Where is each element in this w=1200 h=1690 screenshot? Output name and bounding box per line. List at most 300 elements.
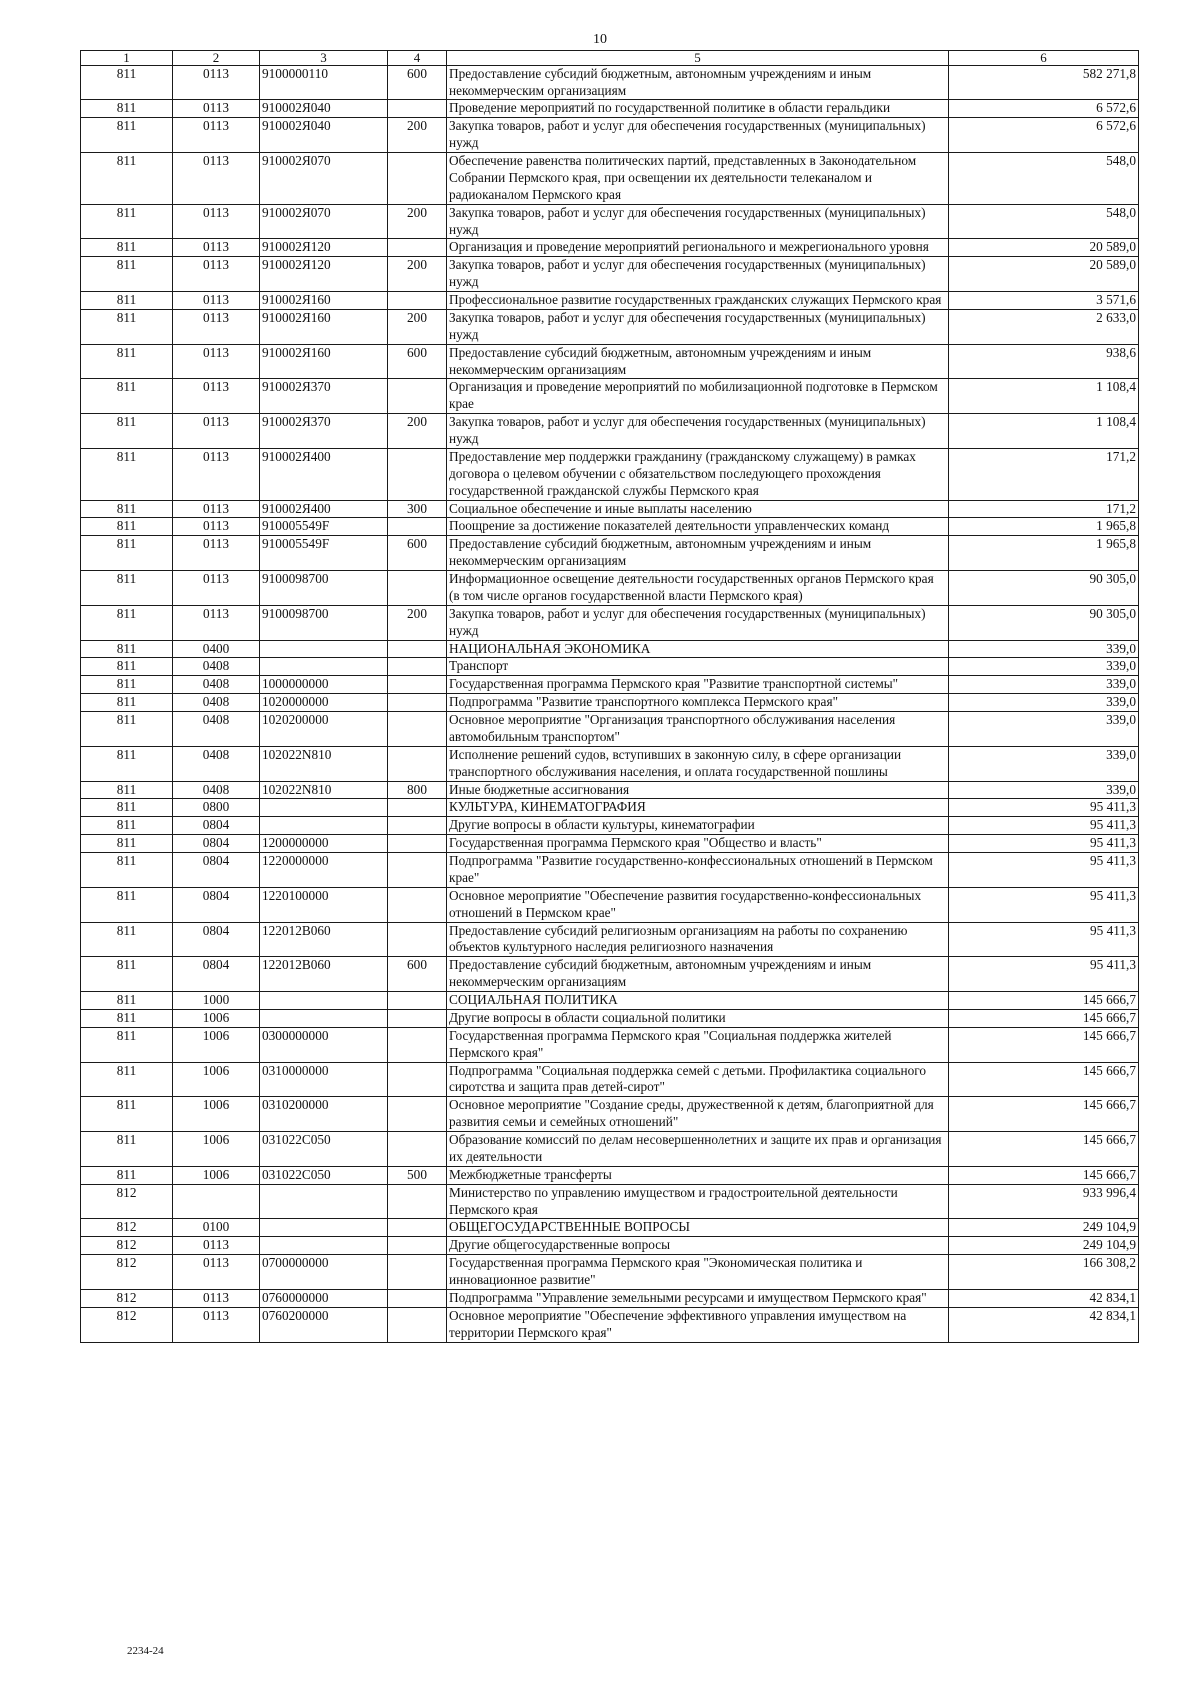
amount-cell: 20 589,0	[949, 239, 1139, 257]
amount-cell: 95 411,3	[949, 887, 1139, 922]
amount-cell: 95 411,3	[949, 922, 1139, 957]
name-cell: Основное мероприятие "Организация транспортного обслуживания населения автомобильным транспортом"	[447, 712, 949, 747]
section-code-cell: 0804	[173, 887, 260, 922]
amount-cell: 1 965,8	[949, 536, 1139, 571]
table-header-row	[81, 51, 1139, 66]
gr-code-cell: 811	[81, 746, 173, 781]
expense-type-cell: 200	[388, 309, 447, 344]
section-code-cell: 0408	[173, 676, 260, 694]
amount-cell: 339,0	[949, 640, 1139, 658]
table-row	[81, 536, 1139, 571]
gr-code-cell: 811	[81, 448, 173, 500]
gr-code-cell: 811	[81, 992, 173, 1010]
amount-cell: 1 108,4	[949, 414, 1139, 449]
col-header-3: 3	[260, 51, 388, 66]
name-cell: Подпрограмма "Развитие транспортного комплекса Пермского края"	[447, 694, 949, 712]
amount-cell: 145 666,7	[949, 1009, 1139, 1027]
expense-type-cell: 600	[388, 65, 447, 100]
gr-code-cell: 811	[81, 309, 173, 344]
target-article-cell: 122012B060	[260, 957, 388, 992]
amount-cell: 95 411,3	[949, 799, 1139, 817]
name-cell: Государственная программа Пермского края "Развитие транспортной системы"	[447, 676, 949, 694]
table-row	[81, 694, 1139, 712]
expense-type-cell: 200	[388, 414, 447, 449]
amount-cell: 339,0	[949, 746, 1139, 781]
amount-cell: 42 834,1	[949, 1307, 1139, 1342]
expense-type-cell	[388, 817, 447, 835]
name-cell: Основное мероприятие "Обеспечение эффективного управления имуществом на территории Пермского края"	[447, 1307, 949, 1342]
expense-type-cell: 300	[388, 500, 447, 518]
section-code-cell: 0804	[173, 853, 260, 888]
amount-cell: 145 666,7	[949, 1097, 1139, 1132]
section-code-cell: 0113	[173, 518, 260, 536]
document-code: 2234-24	[127, 1645, 164, 1657]
amount-cell: 145 666,7	[949, 1166, 1139, 1184]
amount-cell: 145 666,7	[949, 992, 1139, 1010]
expense-type-cell	[388, 1307, 447, 1342]
table-row	[81, 239, 1139, 257]
target-article-cell: 102022N810	[260, 781, 388, 799]
target-article-cell: 910005549F	[260, 518, 388, 536]
name-cell: Основное мероприятие "Обеспечение развития государственно-конфессиональных отношений в Пермском крае"	[447, 887, 949, 922]
gr-code-cell: 812	[81, 1255, 173, 1290]
amount-cell: 339,0	[949, 781, 1139, 799]
table-row	[81, 448, 1139, 500]
amount-cell: 95 411,3	[949, 853, 1139, 888]
name-cell: Образование комиссий по делам несовершеннолетних и защите их прав и организация их деятельности	[447, 1132, 949, 1167]
table-row	[81, 1237, 1139, 1255]
col-header-5: 5	[447, 51, 949, 66]
section-code-cell: 0400	[173, 640, 260, 658]
name-cell: Межбюджетные трансферты	[447, 1166, 949, 1184]
expense-type-cell: 200	[388, 118, 447, 153]
name-cell: Закупка товаров, работ и услуг для обеспечения государственных (муниципальных) нужд	[447, 605, 949, 640]
expense-type-cell	[388, 712, 447, 747]
target-article-cell	[260, 1219, 388, 1237]
table-row	[81, 1289, 1139, 1307]
amount-cell: 249 104,9	[949, 1219, 1139, 1237]
expense-type-cell: 500	[388, 1166, 447, 1184]
amount-cell: 95 411,3	[949, 835, 1139, 853]
name-cell: Закупка товаров, работ и услуг для обеспечения государственных (муниципальных) нужд	[447, 414, 949, 449]
target-article-cell: 910002Я120	[260, 257, 388, 292]
table-row	[81, 309, 1139, 344]
amount-cell: 339,0	[949, 658, 1139, 676]
target-article-cell: 1220000000	[260, 853, 388, 888]
expense-type-cell	[388, 992, 447, 1010]
amount-cell: 339,0	[949, 694, 1139, 712]
expense-type-cell	[388, 379, 447, 414]
target-article-cell: 1200000000	[260, 835, 388, 853]
section-code-cell: 0113	[173, 239, 260, 257]
amount-cell: 90 305,0	[949, 571, 1139, 606]
gr-code-cell: 811	[81, 694, 173, 712]
target-article-cell: 0760000000	[260, 1289, 388, 1307]
table-row	[81, 153, 1139, 205]
table-row	[81, 257, 1139, 292]
table-row	[81, 1184, 1139, 1219]
table-row	[81, 922, 1139, 957]
gr-code-cell: 811	[81, 1097, 173, 1132]
amount-cell: 145 666,7	[949, 1132, 1139, 1167]
section-code-cell: 0113	[173, 292, 260, 310]
gr-code-cell: 811	[81, 817, 173, 835]
section-code-cell: 0408	[173, 746, 260, 781]
expense-type-cell	[388, 658, 447, 676]
amount-cell: 6 572,6	[949, 118, 1139, 153]
section-code-cell: 0804	[173, 957, 260, 992]
gr-code-cell: 811	[81, 100, 173, 118]
name-cell: НАЦИОНАЛЬНАЯ ЭКОНОМИКА	[447, 640, 949, 658]
target-article-cell: 910002Я400	[260, 448, 388, 500]
gr-code-cell: 811	[81, 712, 173, 747]
gr-code-cell: 811	[81, 605, 173, 640]
name-cell: КУЛЬТУРА, КИНЕМАТОГРАФИЯ	[447, 799, 949, 817]
name-cell: Предоставление субсидий религиозным организациям на работы по сохранению объектов культурного наследия религиозного назначения	[447, 922, 949, 957]
amount-cell: 3 571,6	[949, 292, 1139, 310]
target-article-cell: 910002Я070	[260, 153, 388, 205]
section-code-cell: 0113	[173, 605, 260, 640]
name-cell: Другие общегосударственные вопросы	[447, 1237, 949, 1255]
gr-code-cell: 811	[81, 153, 173, 205]
gr-code-cell: 811	[81, 887, 173, 922]
expense-type-cell	[388, 746, 447, 781]
name-cell: Государственная программа Пермского края "Экономическая политика и инновационное развитие"	[447, 1255, 949, 1290]
expense-type-cell	[388, 1027, 447, 1062]
expense-type-cell	[388, 1132, 447, 1167]
section-code-cell: 0408	[173, 658, 260, 676]
target-article-cell: 1220100000	[260, 887, 388, 922]
name-cell: Информационное освещение деятельности государственных органов Пермского края (в том числе органов государственной власти Пермского края)	[447, 571, 949, 606]
amount-cell: 42 834,1	[949, 1289, 1139, 1307]
name-cell: Государственная программа Пермского края "Общество и власть"	[447, 835, 949, 853]
section-code-cell: 1006	[173, 1132, 260, 1167]
name-cell: Другие вопросы в области социальной политики	[447, 1009, 949, 1027]
target-article-cell: 122012B060	[260, 922, 388, 957]
gr-code-cell: 811	[81, 379, 173, 414]
table-row	[81, 204, 1139, 239]
section-code-cell: 0113	[173, 204, 260, 239]
amount-cell: 145 666,7	[949, 1062, 1139, 1097]
amount-cell: 95 411,3	[949, 817, 1139, 835]
target-article-cell: 910002Я370	[260, 414, 388, 449]
table-row	[81, 1062, 1139, 1097]
amount-cell: 339,0	[949, 712, 1139, 747]
target-article-cell: 910002Я370	[260, 379, 388, 414]
gr-code-cell: 811	[81, 658, 173, 676]
section-code-cell: 0113	[173, 1307, 260, 1342]
target-article-cell	[260, 992, 388, 1010]
target-article-cell: 0760200000	[260, 1307, 388, 1342]
expense-type-cell	[388, 100, 447, 118]
section-code-cell: 0113	[173, 536, 260, 571]
expense-type-cell: 800	[388, 781, 447, 799]
table-row	[81, 1009, 1139, 1027]
table-row	[81, 518, 1139, 536]
amount-cell: 95 411,3	[949, 957, 1139, 992]
section-code-cell: 0113	[173, 153, 260, 205]
name-cell: Исполнение решений судов, вступивших в законную силу, в сфере организации транспортного обслуживания населения, и оплата государственной пошлины	[447, 746, 949, 781]
section-code-cell: 1006	[173, 1097, 260, 1132]
amount-cell: 249 104,9	[949, 1237, 1139, 1255]
amount-cell: 582 271,8	[949, 65, 1139, 100]
section-code-cell: 0804	[173, 817, 260, 835]
name-cell: Предоставление мер поддержки гражданину (гражданскому служащему) в рамках договора о целевом обучении с обязательством последующего прохождения государственной гражданской службы Пермского края	[447, 448, 949, 500]
gr-code-cell: 811	[81, 414, 173, 449]
expense-type-cell	[388, 676, 447, 694]
target-article-cell: 910002Я400	[260, 500, 388, 518]
name-cell: Закупка товаров, работ и услуг для обеспечения государственных (муниципальных) нужд	[447, 257, 949, 292]
table-row	[81, 414, 1139, 449]
expense-type-cell	[388, 1255, 447, 1290]
name-cell: Проведение мероприятий по государственной политике в области геральдики	[447, 100, 949, 118]
target-article-cell: 910002Я040	[260, 100, 388, 118]
gr-code-cell: 811	[81, 640, 173, 658]
name-cell: Социальное обеспечение и иные выплаты населению	[447, 500, 949, 518]
name-cell: Подпрограмма "Развитие государственно-конфессиональных отношений в Пермском крае"	[447, 853, 949, 888]
name-cell: Закупка товаров, работ и услуг для обеспечения государственных (муниципальных) нужд	[447, 204, 949, 239]
name-cell: Транспорт	[447, 658, 949, 676]
gr-code-cell: 812	[81, 1219, 173, 1237]
target-article-cell	[260, 1184, 388, 1219]
name-cell: Министерство по управлению имуществом и градостроительной деятельности Пермского края	[447, 1184, 949, 1219]
expense-type-cell	[388, 1097, 447, 1132]
target-article-cell: 9100098700	[260, 605, 388, 640]
target-article-cell: 910002Я160	[260, 309, 388, 344]
name-cell: Другие вопросы в области культуры, кинематографии	[447, 817, 949, 835]
name-cell: Организация и проведение мероприятий по мобилизационной подготовке в Пермском крае	[447, 379, 949, 414]
gr-code-cell: 811	[81, 1166, 173, 1184]
amount-cell: 1 108,4	[949, 379, 1139, 414]
name-cell: Предоставление субсидий бюджетным, автономным учреждениям и иным некоммерческим организациям	[447, 344, 949, 379]
expense-type-cell	[388, 694, 447, 712]
gr-code-cell: 811	[81, 1027, 173, 1062]
name-cell: Организация и проведение мероприятий регионального и межрегионального уровня	[447, 239, 949, 257]
gr-code-cell: 811	[81, 65, 173, 100]
target-article-cell: 031022C050	[260, 1132, 388, 1167]
table-row	[81, 1027, 1139, 1062]
name-cell: Обеспечение равенства политических партий, представленных в Законодательном Собрании Пермского края, при освещении их деятельности телеканалом и радиоканалом Пермского края	[447, 153, 949, 205]
table-row	[81, 65, 1139, 100]
expense-type-cell	[388, 518, 447, 536]
expense-type-cell	[388, 1219, 447, 1237]
section-code-cell: 0800	[173, 799, 260, 817]
table-row	[81, 817, 1139, 835]
section-code-cell: 1006	[173, 1062, 260, 1097]
gr-code-cell: 811	[81, 922, 173, 957]
amount-cell: 166 308,2	[949, 1255, 1139, 1290]
gr-code-cell: 811	[81, 1009, 173, 1027]
expense-type-cell: 600	[388, 344, 447, 379]
target-article-cell: 910002Я070	[260, 204, 388, 239]
name-cell: Закупка товаров, работ и услуг для обеспечения государственных (муниципальных) нужд	[447, 309, 949, 344]
section-code-cell: 0113	[173, 448, 260, 500]
section-code-cell: 0113	[173, 379, 260, 414]
name-cell: Профессиональное развитие государственных гражданских служащих Пермского края	[447, 292, 949, 310]
gr-code-cell: 811	[81, 676, 173, 694]
gr-code-cell: 811	[81, 257, 173, 292]
table-row	[81, 344, 1139, 379]
table-body	[81, 65, 1139, 1342]
table-row	[81, 500, 1139, 518]
target-article-cell: 1000000000	[260, 676, 388, 694]
amount-cell: 938,6	[949, 344, 1139, 379]
amount-cell: 933 996,4	[949, 1184, 1139, 1219]
target-article-cell: 0300000000	[260, 1027, 388, 1062]
section-code-cell: 1006	[173, 1009, 260, 1027]
section-code-cell: 0113	[173, 100, 260, 118]
expense-type-cell	[388, 799, 447, 817]
table-row	[81, 379, 1139, 414]
gr-code-cell: 811	[81, 835, 173, 853]
table-row	[81, 887, 1139, 922]
table-row	[81, 1219, 1139, 1237]
section-code-cell: 0113	[173, 344, 260, 379]
expense-type-cell	[388, 1289, 447, 1307]
table-row	[81, 992, 1139, 1010]
amount-cell: 145 666,7	[949, 1027, 1139, 1062]
name-cell: Закупка товаров, работ и услуг для обеспечения государственных (муниципальных) нужд	[447, 118, 949, 153]
amount-cell: 171,2	[949, 448, 1139, 500]
section-code-cell: 0100	[173, 1219, 260, 1237]
name-cell: Предоставление субсидий бюджетным, автономным учреждениям и иным некоммерческим организациям	[447, 65, 949, 100]
table-row	[81, 292, 1139, 310]
table-row	[81, 100, 1139, 118]
expense-type-cell	[388, 292, 447, 310]
target-article-cell: 0700000000	[260, 1255, 388, 1290]
expense-type-cell: 200	[388, 257, 447, 292]
expense-type-cell	[388, 922, 447, 957]
section-code-cell: 0408	[173, 712, 260, 747]
table-row	[81, 835, 1139, 853]
section-code-cell: 1006	[173, 1027, 260, 1062]
col-header-6: 6	[949, 51, 1139, 66]
gr-code-cell: 811	[81, 292, 173, 310]
col-header-2: 2	[173, 51, 260, 66]
section-code-cell: 0113	[173, 309, 260, 344]
target-article-cell: 9100000110	[260, 65, 388, 100]
gr-code-cell: 812	[81, 1184, 173, 1219]
section-code-cell: 0113	[173, 1289, 260, 1307]
target-article-cell	[260, 1009, 388, 1027]
table-row	[81, 853, 1139, 888]
gr-code-cell: 811	[81, 1132, 173, 1167]
section-code-cell: 0408	[173, 781, 260, 799]
name-cell: СОЦИАЛЬНАЯ ПОЛИТИКА	[447, 992, 949, 1010]
table-row	[81, 1097, 1139, 1132]
table-row	[81, 1132, 1139, 1167]
section-code-cell: 0113	[173, 257, 260, 292]
target-article-cell: 910002Я120	[260, 239, 388, 257]
table-row	[81, 957, 1139, 992]
table-row	[81, 605, 1139, 640]
expense-type-cell: 200	[388, 204, 447, 239]
target-article-cell: 031022C050	[260, 1166, 388, 1184]
gr-code-cell: 811	[81, 500, 173, 518]
table-row	[81, 658, 1139, 676]
budget-table	[80, 50, 1139, 1343]
gr-code-cell: 811	[81, 344, 173, 379]
expense-type-cell	[388, 1009, 447, 1027]
target-article-cell: 9100098700	[260, 571, 388, 606]
expense-type-cell	[388, 887, 447, 922]
expense-type-cell	[388, 853, 447, 888]
name-cell: Подпрограмма "Управление земельными ресурсами и имуществом Пермского края"	[447, 1289, 949, 1307]
target-article-cell: 0310000000	[260, 1062, 388, 1097]
expense-type-cell: 600	[388, 957, 447, 992]
table-row	[81, 712, 1139, 747]
target-article-cell: 910002Я160	[260, 292, 388, 310]
target-article-cell: 0310200000	[260, 1097, 388, 1132]
expense-type-cell	[388, 571, 447, 606]
gr-code-cell: 812	[81, 1237, 173, 1255]
section-code-cell: 0804	[173, 922, 260, 957]
table-row	[81, 1166, 1139, 1184]
amount-cell: 548,0	[949, 204, 1139, 239]
expense-type-cell	[388, 1184, 447, 1219]
gr-code-cell: 812	[81, 1289, 173, 1307]
expense-type-cell	[388, 1237, 447, 1255]
gr-code-cell: 811	[81, 781, 173, 799]
target-article-cell: 1020200000	[260, 712, 388, 747]
target-article-cell	[260, 640, 388, 658]
target-article-cell	[260, 658, 388, 676]
table-row	[81, 746, 1139, 781]
target-article-cell	[260, 799, 388, 817]
amount-cell: 548,0	[949, 153, 1139, 205]
gr-code-cell: 811	[81, 853, 173, 888]
table-row	[81, 1307, 1139, 1342]
gr-code-cell: 811	[81, 957, 173, 992]
section-code-cell: 0113	[173, 414, 260, 449]
name-cell: Предоставление субсидий бюджетным, автономным учреждениям и иным некоммерческим организациям	[447, 536, 949, 571]
amount-cell: 6 572,6	[949, 100, 1139, 118]
name-cell: Основное мероприятие "Создание среды, дружественной к детям, благоприятной для развития семьи и семейных отношений"	[447, 1097, 949, 1132]
col-header-4: 4	[388, 51, 447, 66]
amount-cell: 171,2	[949, 500, 1139, 518]
target-article-cell: 102022N810	[260, 746, 388, 781]
target-article-cell: 910002Я160	[260, 344, 388, 379]
table-row	[81, 640, 1139, 658]
table-row	[81, 676, 1139, 694]
section-code-cell: 0113	[173, 65, 260, 100]
table-row	[81, 1255, 1139, 1290]
gr-code-cell: 811	[81, 518, 173, 536]
gr-code-cell: 812	[81, 1307, 173, 1342]
expense-type-cell: 600	[388, 536, 447, 571]
table-row	[81, 571, 1139, 606]
name-cell: Иные бюджетные ассигнования	[447, 781, 949, 799]
col-header-1: 1	[81, 51, 173, 66]
gr-code-cell: 811	[81, 799, 173, 817]
target-article-cell: 1020000000	[260, 694, 388, 712]
amount-cell: 2 633,0	[949, 309, 1139, 344]
amount-cell: 1 965,8	[949, 518, 1139, 536]
expense-type-cell	[388, 239, 447, 257]
expense-type-cell	[388, 448, 447, 500]
gr-code-cell: 811	[81, 239, 173, 257]
section-code-cell: 1006	[173, 1166, 260, 1184]
page-number: 10	[593, 32, 607, 47]
expense-type-cell	[388, 640, 447, 658]
name-cell: Поощрение за достижение показателей деятельности управленческих команд	[447, 518, 949, 536]
section-code-cell: 0113	[173, 571, 260, 606]
name-cell: ОБЩЕГОСУДАРСТВЕННЫЕ ВОПРОСЫ	[447, 1219, 949, 1237]
amount-cell: 339,0	[949, 676, 1139, 694]
section-code-cell: 0113	[173, 1237, 260, 1255]
table-row	[81, 781, 1139, 799]
name-cell: Государственная программа Пермского края "Социальная поддержка жителей Пермского края"	[447, 1027, 949, 1062]
